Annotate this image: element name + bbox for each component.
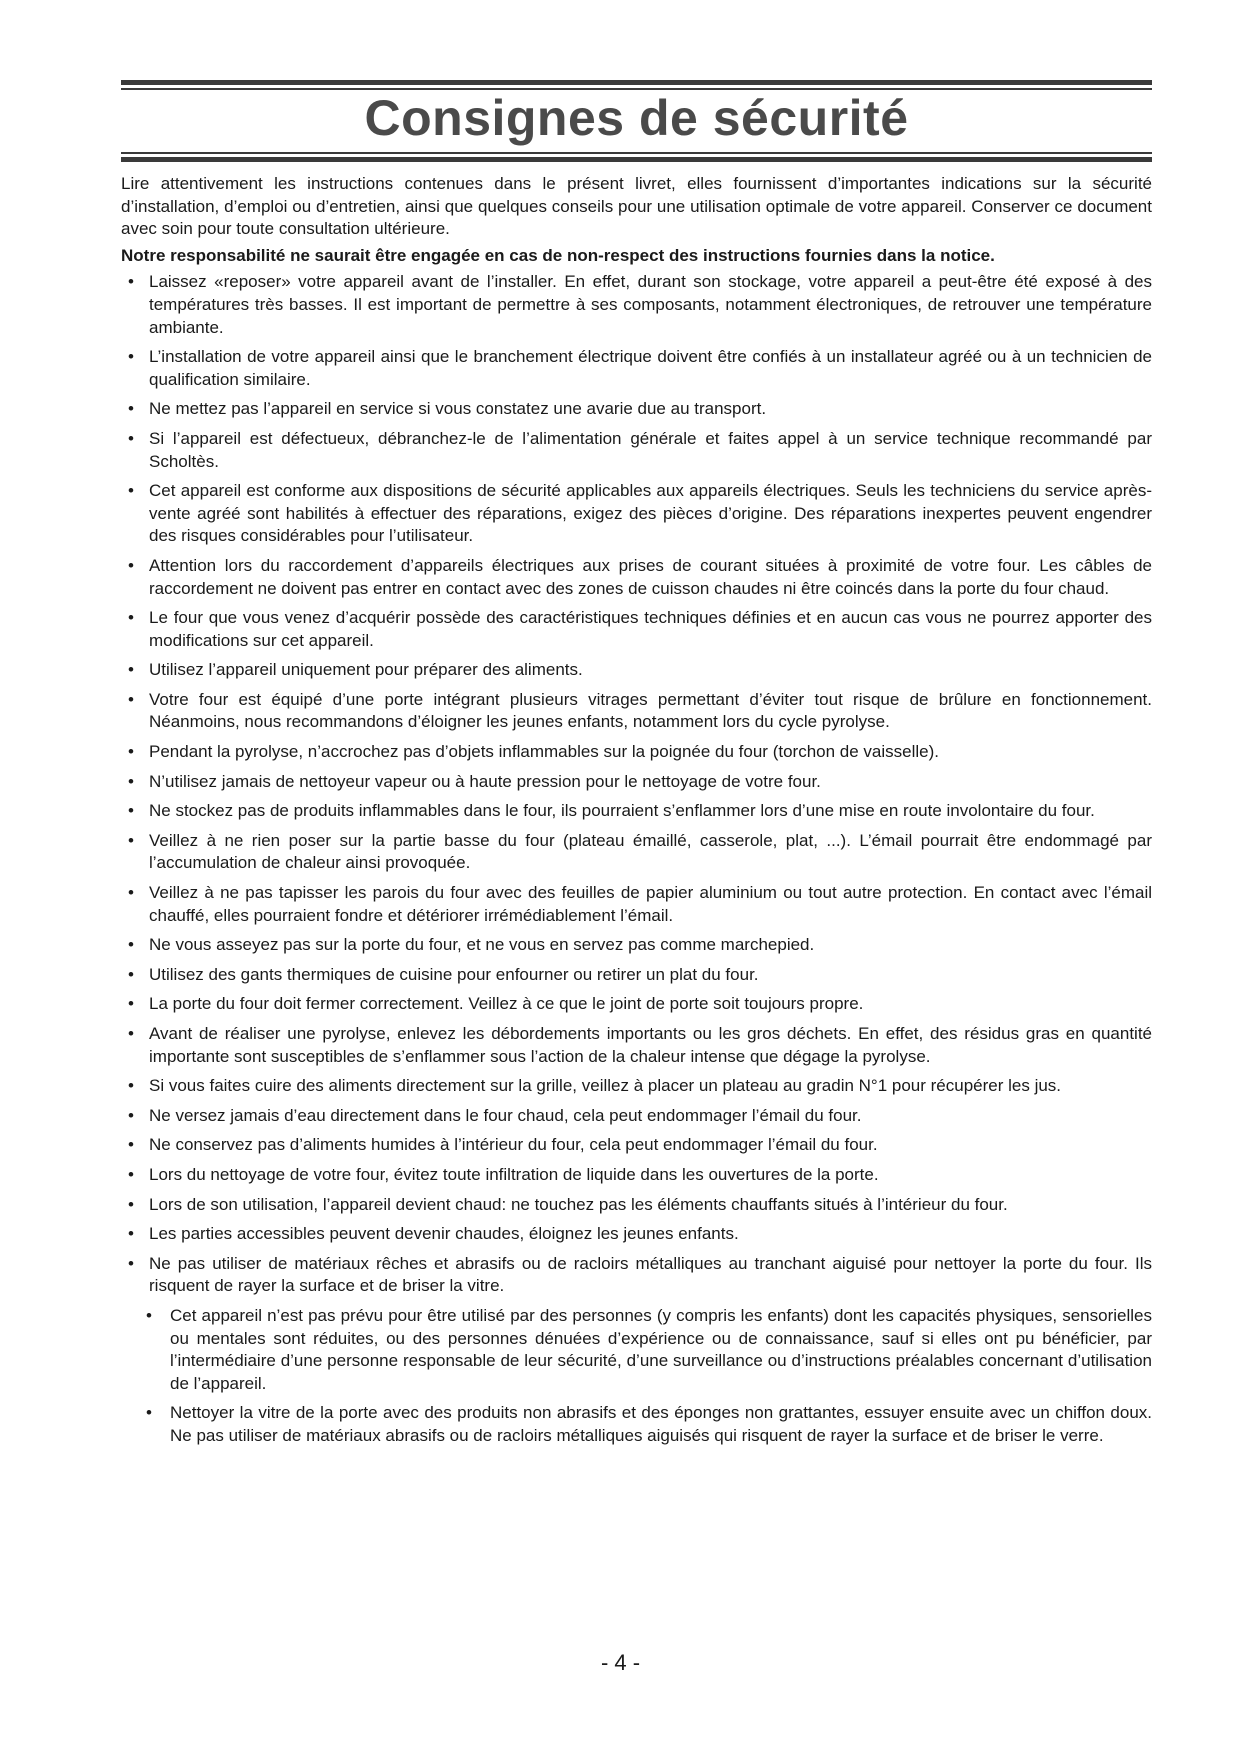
safety-list bbox=[121, 271, 1152, 1447]
list-item: • Ne mettez pas l’appareil en service si vous constatez une avarie due au transport. bbox=[121, 398, 1152, 421]
page-title: Consignes de sécurité bbox=[364, 90, 909, 146]
list-item: • Attention lors du raccordement d’appareils électriques aux prises de courant situées à proximité de votre four. Les câbles de raccordement ne doivent pas entrer en contact avec des zones de cuisson chaudes ni être coincés dans la porte du four chaud. bbox=[121, 555, 1152, 600]
intro-paragraph: Lire attentivement les instructions contenues dans le présent livret, elles fournissent d’importantes indications sur la sécurité d’installation, d’emploi ou d’entretien, ainsi que quelques conseils pour une utilisation optimale de votre appareil. Conserver ce document avec soin pour toute consultation ultérieure. bbox=[121, 174, 1152, 239]
list-item: • Cet appareil est conforme aux dispositions de sécurité applicables aux appareils électriques. Seuls les techniciens du service après-vente agréé sont habilités à effectuer des réparations, exigez des pièces d’origine. Des réparations inexpertes peuvent engendrer des risques considérables pour l’utilisateur. bbox=[121, 480, 1152, 548]
list-item: • Les parties accessibles peuvent devenir chaudes, éloignez les jeunes enfants. bbox=[121, 1223, 1152, 1246]
list-item: • Ne stockez pas de produits inflammables dans le four, ils pourraient s’enflammer lors d’une mise en route involontaire du four. bbox=[121, 800, 1152, 823]
list-item: • Lors de son utilisation, l’appareil devient chaud: ne touchez pas les éléments chauffants situés à l’intérieur du four. bbox=[121, 1194, 1152, 1217]
title-bottom-rule bbox=[121, 152, 1152, 162]
list-item: • Ne pas utiliser de matériaux rêches et abrasifs ou de racloirs métalliques au tranchant aiguisé pour nettoyer la porte du four. Ils risquent de rayer la surface et de briser la vitre. bbox=[121, 1253, 1152, 1298]
list-item: • Pendant la pyrolyse, n’accrochez pas d’objets inflammables sur la poignée du four (torchon de vaisselle). bbox=[121, 741, 1152, 764]
list-item: • Votre four est équipé d’une porte intégrant plusieurs vitrages permettant d’éviter tout risque de brûlure en fonctionnement. Néanmoins, nous recommandons d’éloigner les jeunes enfants, notamment lors du cycle pyrolyse. bbox=[121, 689, 1152, 734]
list-item: • Le four que vous venez d’acquérir possède des caractéristiques techniques définies et en aucun cas vous ne pourrez apporter des modifications sur cet appareil. bbox=[121, 607, 1152, 652]
list-item: • La porte du four doit fermer correctement. Veillez à ce que le joint de porte soit toujours propre. bbox=[121, 993, 1152, 1016]
list-item: • Si vous faites cuire des aliments directement sur la grille, veillez à placer un plateau au gradin N°1 pour récupérer les jus. bbox=[121, 1075, 1152, 1098]
list-item: • Ne versez jamais d’eau directement dans le four chaud, cela peut endommager l’émail du four. bbox=[121, 1105, 1152, 1128]
list-item: • Ne vous asseyez pas sur la porte du four, et ne vous en servez pas comme marchepied. bbox=[121, 934, 1152, 957]
list-item: • Utilisez des gants thermiques de cuisine pour enfourner ou retirer un plat du four. bbox=[121, 964, 1152, 987]
list-item: • Lors du nettoyage de votre four, évitez toute infiltration de liquide dans les ouvertures de la porte. bbox=[121, 1164, 1152, 1187]
list-item: • N’utilisez jamais de nettoyeur vapeur ou à haute pression pour le nettoyage de votre four. bbox=[121, 771, 1152, 794]
responsibility-notice: Notre responsabilité ne saurait être engagée en cas de non-respect des instructions fournies dans la notice. bbox=[121, 245, 995, 265]
list-item: • Ne conservez pas d’aliments humides à l’intérieur du four, cela peut endommager l’émail du four. bbox=[121, 1134, 1152, 1157]
list-item: • Nettoyer la vitre de la porte avec des produits non abrasifs et des éponges non grattantes, essuyer ensuite avec un chiffon doux. Ne pas utiliser de matériaux abrasifs ou de racloirs métalliques aiguisés qui risquent de rayer la surface et de briser le verre. bbox=[121, 1402, 1152, 1447]
list-item: • Si l’appareil est défectueux, débranchez-le de l’alimentation générale et faites appel à un service technique recommandé par Scholtès. bbox=[121, 428, 1152, 473]
list-item: • Avant de réaliser une pyrolyse, enlevez les débordements importants ou les gros déchets. En effet, des résidus gras en quantité importante sont susceptibles de s’enflammer sous l’action de la chaleur intense que dégage la pyrolyse. bbox=[121, 1023, 1152, 1068]
list-item: • Veillez à ne pas tapisser les parois du four avec des feuilles de papier aluminium ou tout autre protection. En contact avec l’émail chauffé, elles pourraient fondre et détériorer irrémédiablement l’émail. bbox=[121, 882, 1152, 927]
list-item: • L’installation de votre appareil ainsi que le branchement électrique doivent être confiés à un installateur agréé ou à un technicien de qualification similaire. bbox=[121, 346, 1152, 391]
list-item: • Cet appareil n’est pas prévu pour être utilisé par des personnes (y compris les enfants) dont les capacités physiques, sensorielles ou mentales sont réduites, ou des personnes dénuées d’expérience ou de connaissance, sauf si elles ont pu bénéficier, par l’intermédiaire d’une personne responsable de leur sécurité, d’une surveillance ou d’instructions préalables concernant d’utilisation de l’appareil. bbox=[121, 1305, 1152, 1395]
page-number: - 4 - bbox=[600, 1650, 641, 1675]
document-body bbox=[121, 173, 1152, 1455]
list-item: • Utilisez l’appareil uniquement pour préparer des aliments. bbox=[121, 659, 1152, 682]
list-item: • Veillez à ne rien poser sur la partie basse du four (plateau émaillé, casserole, plat, ...). L’émail pourrait être endommagé par l’accumulation de chaleur ainsi provoquée. bbox=[121, 830, 1152, 875]
list-item: • Laissez «reposer» votre appareil avant de l’installer. En effet, durant son stockage, votre appareil a peut-être été exposé à des températures très basses. Il est important de permettre à ses composants, notamment électroniques, de retrouver une température ambiante. bbox=[121, 271, 1152, 339]
